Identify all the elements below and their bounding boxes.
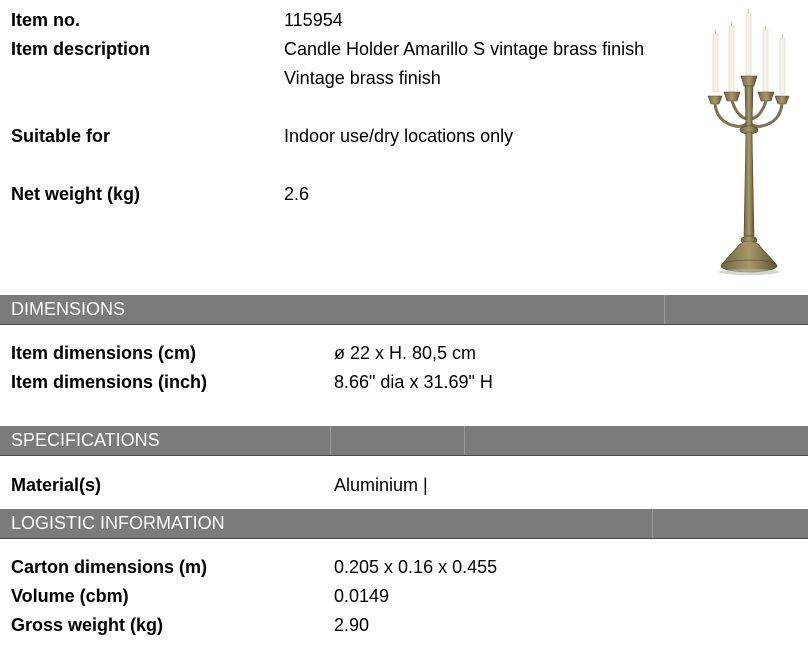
item-description-label: Item description bbox=[11, 39, 151, 59]
item-dimensions-cm-label: Item dimensions (cm) bbox=[11, 343, 197, 363]
specifications-header bbox=[0, 426, 808, 456]
gross-weight-label: Gross weight (kg) bbox=[11, 615, 164, 635]
item-dimensions-inch-label: Item dimensions (inch) bbox=[11, 372, 208, 392]
carton-dimensions-value: 0.205 x 0.16 x 0.455 bbox=[334, 557, 498, 577]
item-no-label: Item no. bbox=[11, 10, 81, 30]
gross-weight-value: 2.90 bbox=[334, 615, 370, 635]
item-dimensions-inch-value: 8.66" dia x 31.69" H bbox=[334, 372, 493, 392]
volume-label: Volume (cbm) bbox=[11, 586, 129, 606]
carton-dimensions-label: Carton dimensions (m) bbox=[11, 557, 208, 577]
header-divider bbox=[652, 509, 653, 538]
specifications-header-title: SPECIFICATIONS bbox=[11, 430, 160, 450]
net-weight-value: 2.6 bbox=[284, 184, 310, 204]
dimensions-header-title: DIMENSIONS bbox=[11, 299, 126, 319]
suitable-for-value: Indoor use/dry locations only bbox=[284, 126, 514, 146]
header-divider bbox=[664, 295, 665, 324]
dimensions-header bbox=[0, 295, 808, 325]
header-divider bbox=[464, 426, 465, 455]
logistic-information-header bbox=[0, 509, 808, 539]
suitable-for-label: Suitable for bbox=[11, 126, 111, 146]
logistic-information-header-title: LOGISTIC INFORMATION bbox=[11, 513, 225, 533]
materials-value: Aluminium | bbox=[334, 475, 428, 495]
item-description-line1: Candle Holder Amarillo S vintage brass finish bbox=[284, 39, 645, 59]
materials-label: Material(s) bbox=[11, 475, 102, 495]
net-weight-label: Net weight (kg) bbox=[11, 184, 140, 204]
item-no-value: 115954 bbox=[284, 10, 343, 30]
volume-value: 0.0149 bbox=[334, 586, 390, 606]
header-divider bbox=[330, 426, 331, 455]
item-dimensions-cm-value: ø 22 x H. 80,5 cm bbox=[334, 343, 477, 363]
item-description-line2: Vintage brass finish bbox=[284, 68, 441, 88]
candelabra-product-image bbox=[700, 8, 800, 276]
